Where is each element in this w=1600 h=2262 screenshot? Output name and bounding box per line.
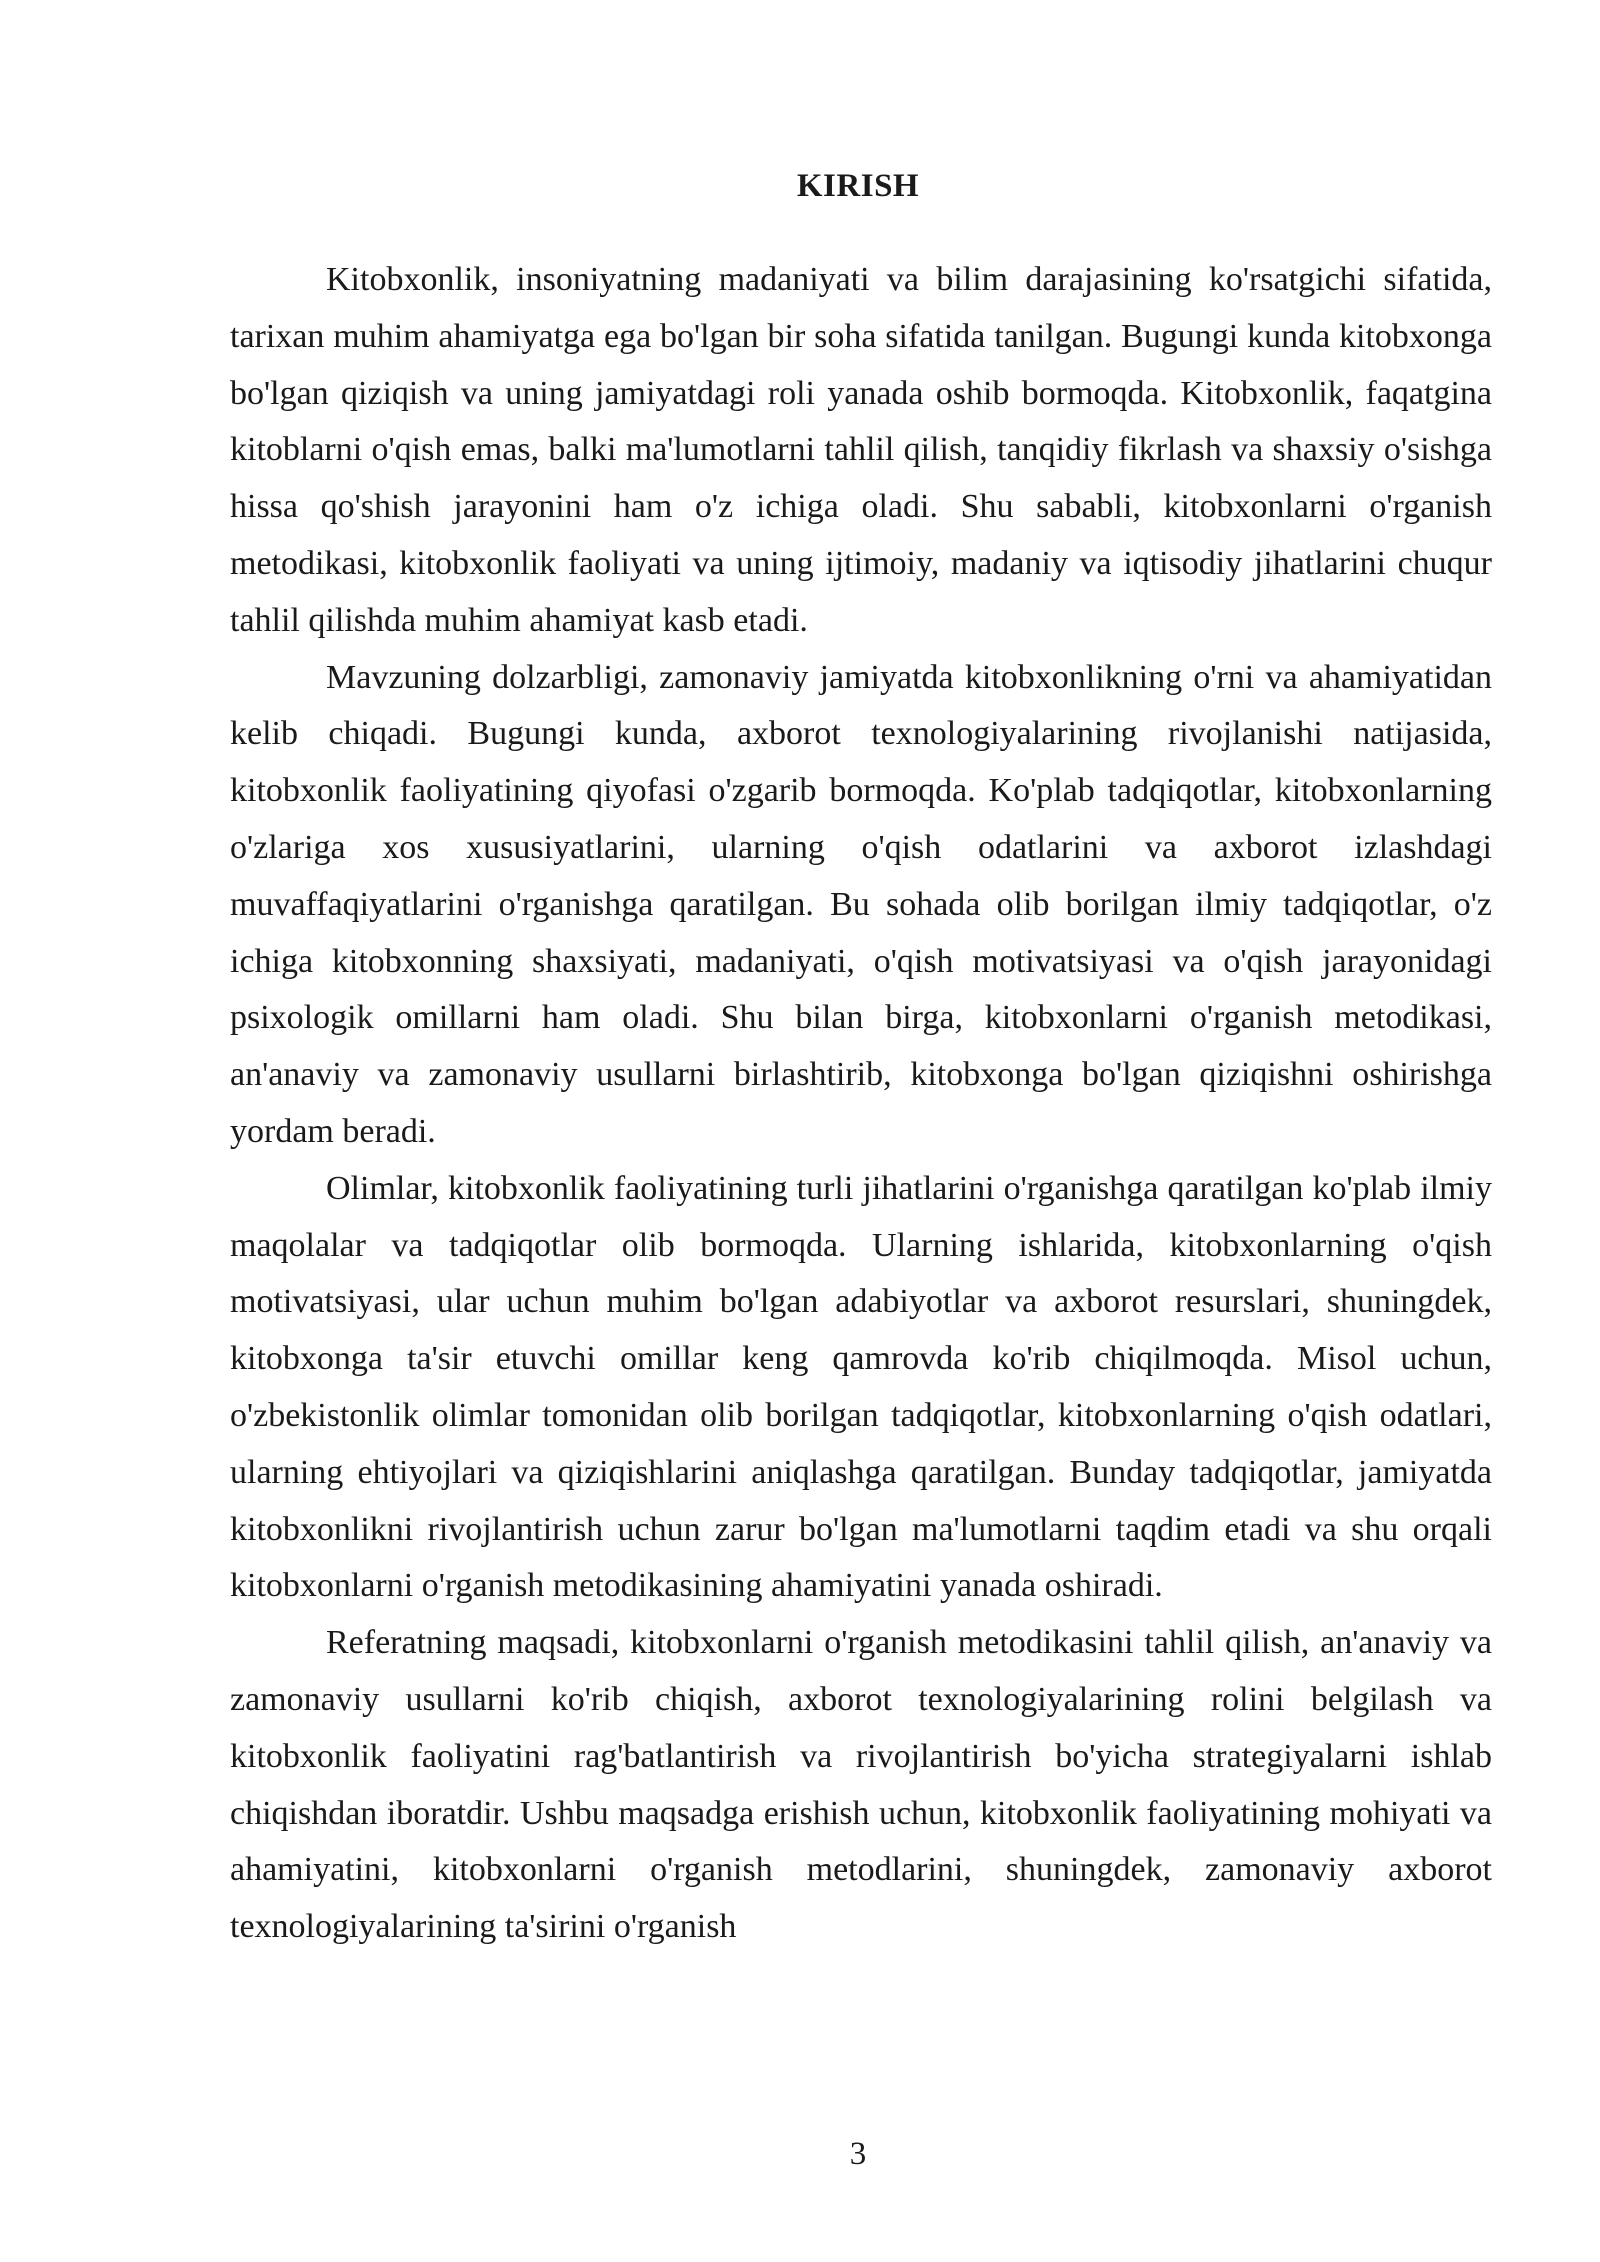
page-number: 3 xyxy=(849,2136,867,2172)
body-text xyxy=(230,252,1492,1956)
page-title: KIRISH xyxy=(796,168,920,204)
paragraph-1: Kitobxonlik, insoniyatning madaniyati va bilim darajasining ko'rsatgichi sifatida, tarixan muhim ahamiyatga ega bo'lgan bir soha sifatida tanilgan. Bugungi kunda kitobxonga bo'lgan qiziqish va uning jamiyatdagi roli yanada oshib bormoqda. Kitobxonlik, faqatgina kitoblarni o'qish emas, balki ma'lumotlarni tahlil qilish, tanqidiy fikrlash va shaxsiy o'sishga hissa qo'shish jarayonini ham o'z ichiga oladi. Shu sababli, kitobxonlarni o'rganish metodikasi, kitobxonlik faoliyati va uning ijtimoiy, madaniy va iqtisodiy jihatlarini chuqur tahlil qilishda muhim ahamiyat kasb etadi. xyxy=(230,261,1492,639)
paragraph-3: Olimlar, kitobxonlik faoliyatining turli jihatlarini o'rganishga qaratilgan ko'plab ilmiy maqolalar va tadqiqotlar olib bormoqda. Ularning ishlarida, kitobxonlarning o'qish motivatsiyasi, ular uchun muhim bo'lgan adabiyotlar va axborot resurslari, shuningdek, kitobxonga ta'sir etuvchi omillar keng qamrovda ko'rib chiqilmoqda. Misol uchun, o'zbekistonlik olimlar tomonidan olib borilgan tadqiqotlar, kitobxonlarning o'qish odatlari, ularning ehtiyojlari va qiziqishlarini aniqlashga qaratilgan. Bunday tadqiqotlar, jamiyatda kitobxonlikni rivojlantirish uchun zarur bo'lgan ma'lumotlarni taqdim etadi va shu orqali kitobxonlarni o'rganish metodikasining ahamiyatini yanada oshiradi. xyxy=(230,1169,1492,1605)
paragraph-4: Referatning maqsadi, kitobxonlarni o'rganish metodikasini tahlil qilish, an'anaviy va zamonaviy usullarni ko'rib chiqish, axborot texnologiyalarining rolini belgilash va kitobxonlik faoliyatini rag'batlantirish va rivojlantirish bo'yicha strategiyalarni ishlab chiqishdan iboratdir. Ushbu maqsadga erishish uchun, kitobxonlik faoliyatining mohiyati va ahamiyatini, kitobxonlarni o'rganish metodlarini, shuningdek, zamonaviy axborot texnologiyalarining ta'sirini o'rganish xyxy=(230,1624,1492,1946)
paragraph-2: Mavzuning dolzarbligi, zamonaviy jamiyatda kitobxonlikning o'rni va ahamiyatidan kelib chiqadi. Bugungi kunda, axborot texnologiyalarining rivojlanishi natijasida, kitobxonlik faoliyatining qiyofasi o'zgarib bormoqda. Ko'plab tadqiqotlar, kitobxonlarning o'zlariga xos xususiyatlarini, ularning o'qish odatlarini va axborot izlashdagi muvaffaqiyatlarini o'rganishga qaratilgan. Bu sohada olib borilgan ilmiy tadqiqotlar, o'z ichiga kitobxonning shaxsiyati, madaniyati, o'qish motivatsiyasi va o'qish jarayonidagi psixologik omillarni ham oladi. Shu bilan birga, kitobxonlarni o'rganish metodikasi, an'anaviy va zamonaviy usullarni birlashtirib, kitobxonga bo'lgan qiziqishni oshirishga yordam beradi. xyxy=(230,658,1492,1150)
